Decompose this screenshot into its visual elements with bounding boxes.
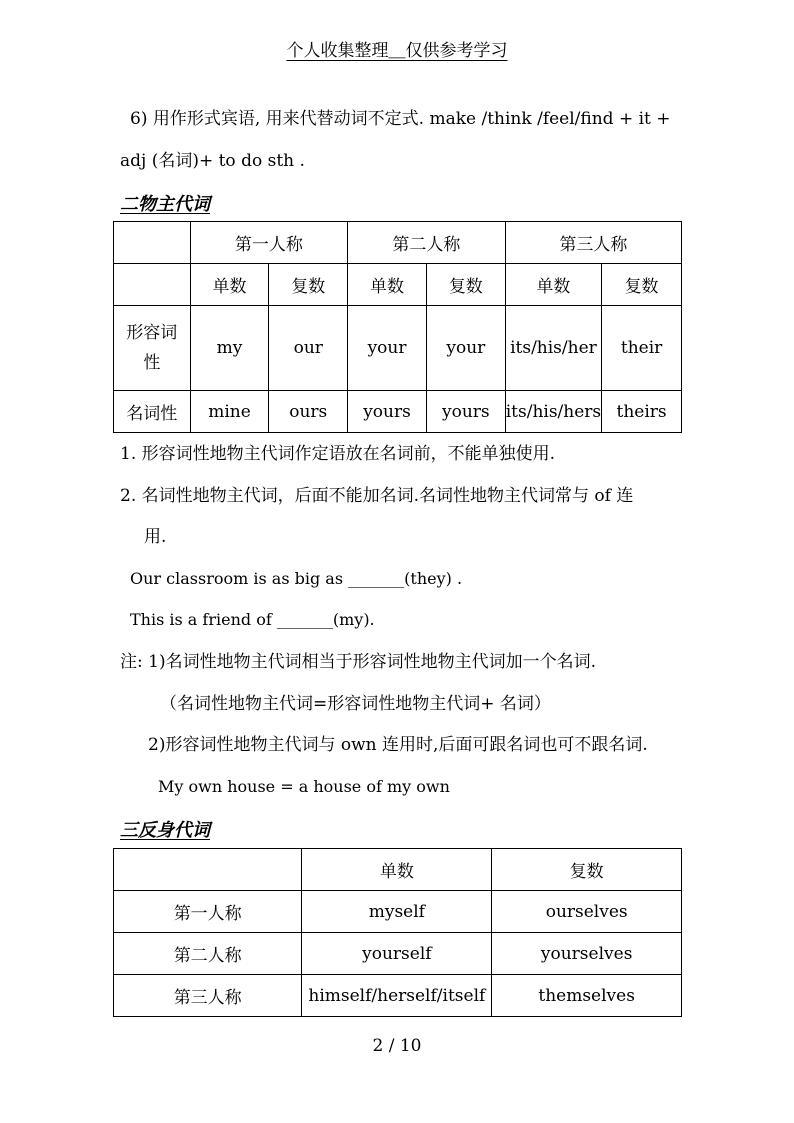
subheader-singular: 单数 (348, 264, 427, 306)
subheader-singular: 单数 (190, 264, 269, 306)
header-title: 个人收集整理＿仅供参考学习 (286, 41, 508, 61)
table-cell: myself (302, 891, 492, 933)
table-cell: yourselves (492, 933, 682, 975)
subheader-plural: 复数 (602, 264, 682, 306)
row-label-line-1: 形容词 (126, 323, 178, 343)
row-label: 第三人称 (114, 975, 302, 1017)
intro-line-2: adj (名词)+ to do sth . (120, 151, 305, 171)
table-corner-cell (114, 222, 191, 264)
example-sentence: This is a friend of _______(my). (130, 610, 375, 629)
row-label: 第二人称 (114, 933, 302, 975)
table-cell: ourselves (492, 891, 682, 933)
subheader-plural: 复数 (269, 264, 348, 306)
table-cell: your (348, 306, 427, 391)
table-cell: theirs (602, 391, 682, 433)
section-heading-reflexive: 三反身代词 (120, 820, 210, 841)
header-plural: 复数 (492, 849, 682, 891)
example-sentence: Our classroom is as big as _______(they) . (130, 569, 463, 588)
note-line: （名词性地物主代词=形容词性地物主代词+ 名词） (160, 694, 551, 714)
note-line: 2)形容词性地物主代词与 own 连用时,后面可跟名词也可不跟名词. (148, 735, 648, 755)
reflexive-pronoun-table (113, 848, 682, 1017)
page-header (0, 36, 794, 61)
intro-line-1: 6) 用作形式宾语, 用来代替动词不定式. make /think /feel/find + it + (130, 109, 671, 129)
table-cell: its/his/her (505, 306, 601, 391)
header-third-person: 第三人称 (505, 222, 681, 264)
row-label: 第一人称 (114, 891, 302, 933)
table-cell: its/his/hers (505, 391, 601, 433)
table-cell: ours (269, 391, 348, 433)
note-line: 注: 1)名词性地物主代词相当于形容词性地物主代词加一个名词. (120, 652, 596, 672)
table-corner-cell (114, 849, 302, 891)
table-cell: yours (426, 391, 505, 433)
row-label-line-2: 性 (143, 353, 161, 373)
table-cell: your (426, 306, 505, 391)
note-line: 1. 形容词性地物主代词作定语放在名词前，不能单独使用. (120, 444, 556, 464)
table-cell: our (269, 306, 348, 391)
table-cell: himself/herself/itself (302, 975, 492, 1017)
table-empty-cell (114, 264, 191, 306)
table-row (114, 891, 682, 933)
row-label-adjective (114, 306, 191, 391)
header-second-person: 第二人称 (348, 222, 506, 264)
header-first-person: 第一人称 (190, 222, 348, 264)
example-sentence: My own house = a house of my own (158, 777, 450, 796)
header-singular: 单数 (302, 849, 492, 891)
table-cell: mine (190, 391, 269, 433)
note-line: 2. 名词性地物主代词，后面不能加名词.名词性地物主代词常与 of 连 (120, 486, 634, 506)
page-number: 2 / 10 (372, 1036, 422, 1056)
table-row (114, 975, 682, 1017)
row-label-noun: 名词性 (114, 391, 191, 433)
table-row (114, 391, 682, 433)
table-cell: yours (348, 391, 427, 433)
section-heading-possessive: 二物主代词 (120, 194, 210, 215)
note-line: 用. (144, 527, 167, 547)
table-cell: themselves (492, 975, 682, 1017)
subheader-singular: 单数 (505, 264, 601, 306)
possessive-pronoun-table (113, 221, 682, 433)
subheader-plural: 复数 (426, 264, 505, 306)
table-cell: my (190, 306, 269, 391)
table-cell: their (602, 306, 682, 391)
table-cell: yourself (302, 933, 492, 975)
table-row (114, 306, 682, 391)
table-row (114, 933, 682, 975)
